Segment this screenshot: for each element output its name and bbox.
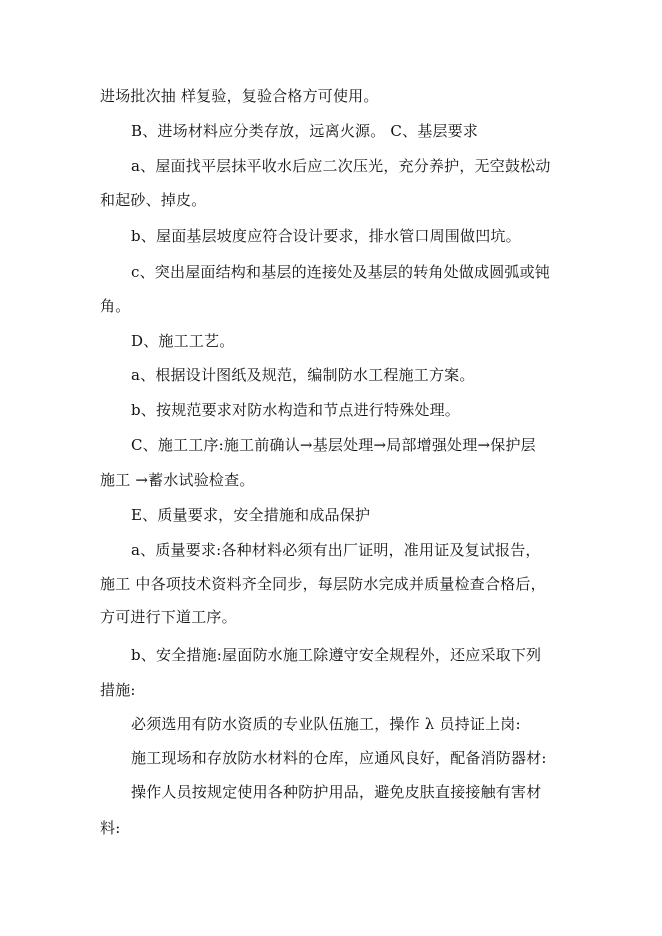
text-line: a、屋面找平层抹平收水后应二次压光，充分养护，无空鼓松动	[131, 157, 551, 175]
text-line: 施工现场和存放防水材料的仓库，应通风良好，配备消防器材:	[131, 749, 547, 767]
text-line: 施工 →蓄水试验检查。	[100, 471, 255, 489]
text-line: B、进场材料应分类存放，远离火源。 C、基层要求	[131, 122, 479, 140]
text-line: 角。	[100, 297, 131, 315]
text-line: b、按规范要求对防水构造和节点进行特殊处理。	[131, 401, 461, 419]
text-line: c、突出屋面结构和基层的连接处及基层的转角处做成圆弧或钝	[131, 263, 551, 281]
text-line: 方可进行下道工序。	[100, 608, 237, 626]
text-line: C、施工工序:施工前确认→基层处理→局部增强处理→保护层	[131, 436, 536, 454]
text-line: 措施:	[100, 681, 136, 699]
text-line: E、质量要求，安全措施和成品保护	[131, 506, 371, 524]
text-line: 进场批次抽 样复验，复验合格方可使用。	[100, 87, 379, 105]
text-line: 必须选用有防水资质的专业队伍施工，操作 λ 员持证上岗:	[131, 715, 521, 733]
text-line: D、施工工艺。	[131, 332, 235, 350]
text-line: a、质量要求:各种材料必须有出厂证明，准用证及复试报告，	[131, 541, 541, 559]
text-line: a、根据设计图纸及规范，编制防水工程施工方案。	[131, 366, 475, 384]
text-line: 料:	[100, 819, 121, 837]
text-line: b、安全措施:屋面防水施工除遵守安全规程外，还应采取下列	[131, 646, 542, 664]
text-line: 和起砂、掉皮。	[100, 191, 207, 209]
text-line: 操作人员按规定使用各种防护用品，避免皮肤直接接触有害材	[131, 783, 542, 801]
text-line: 施工 中各项技术资料齐全同步，每层防水完成并质量检查合格后，	[100, 575, 546, 593]
text-line: b、屋面基层坡度应符合设计要求，排水管口周围做凹坑。	[131, 227, 521, 245]
